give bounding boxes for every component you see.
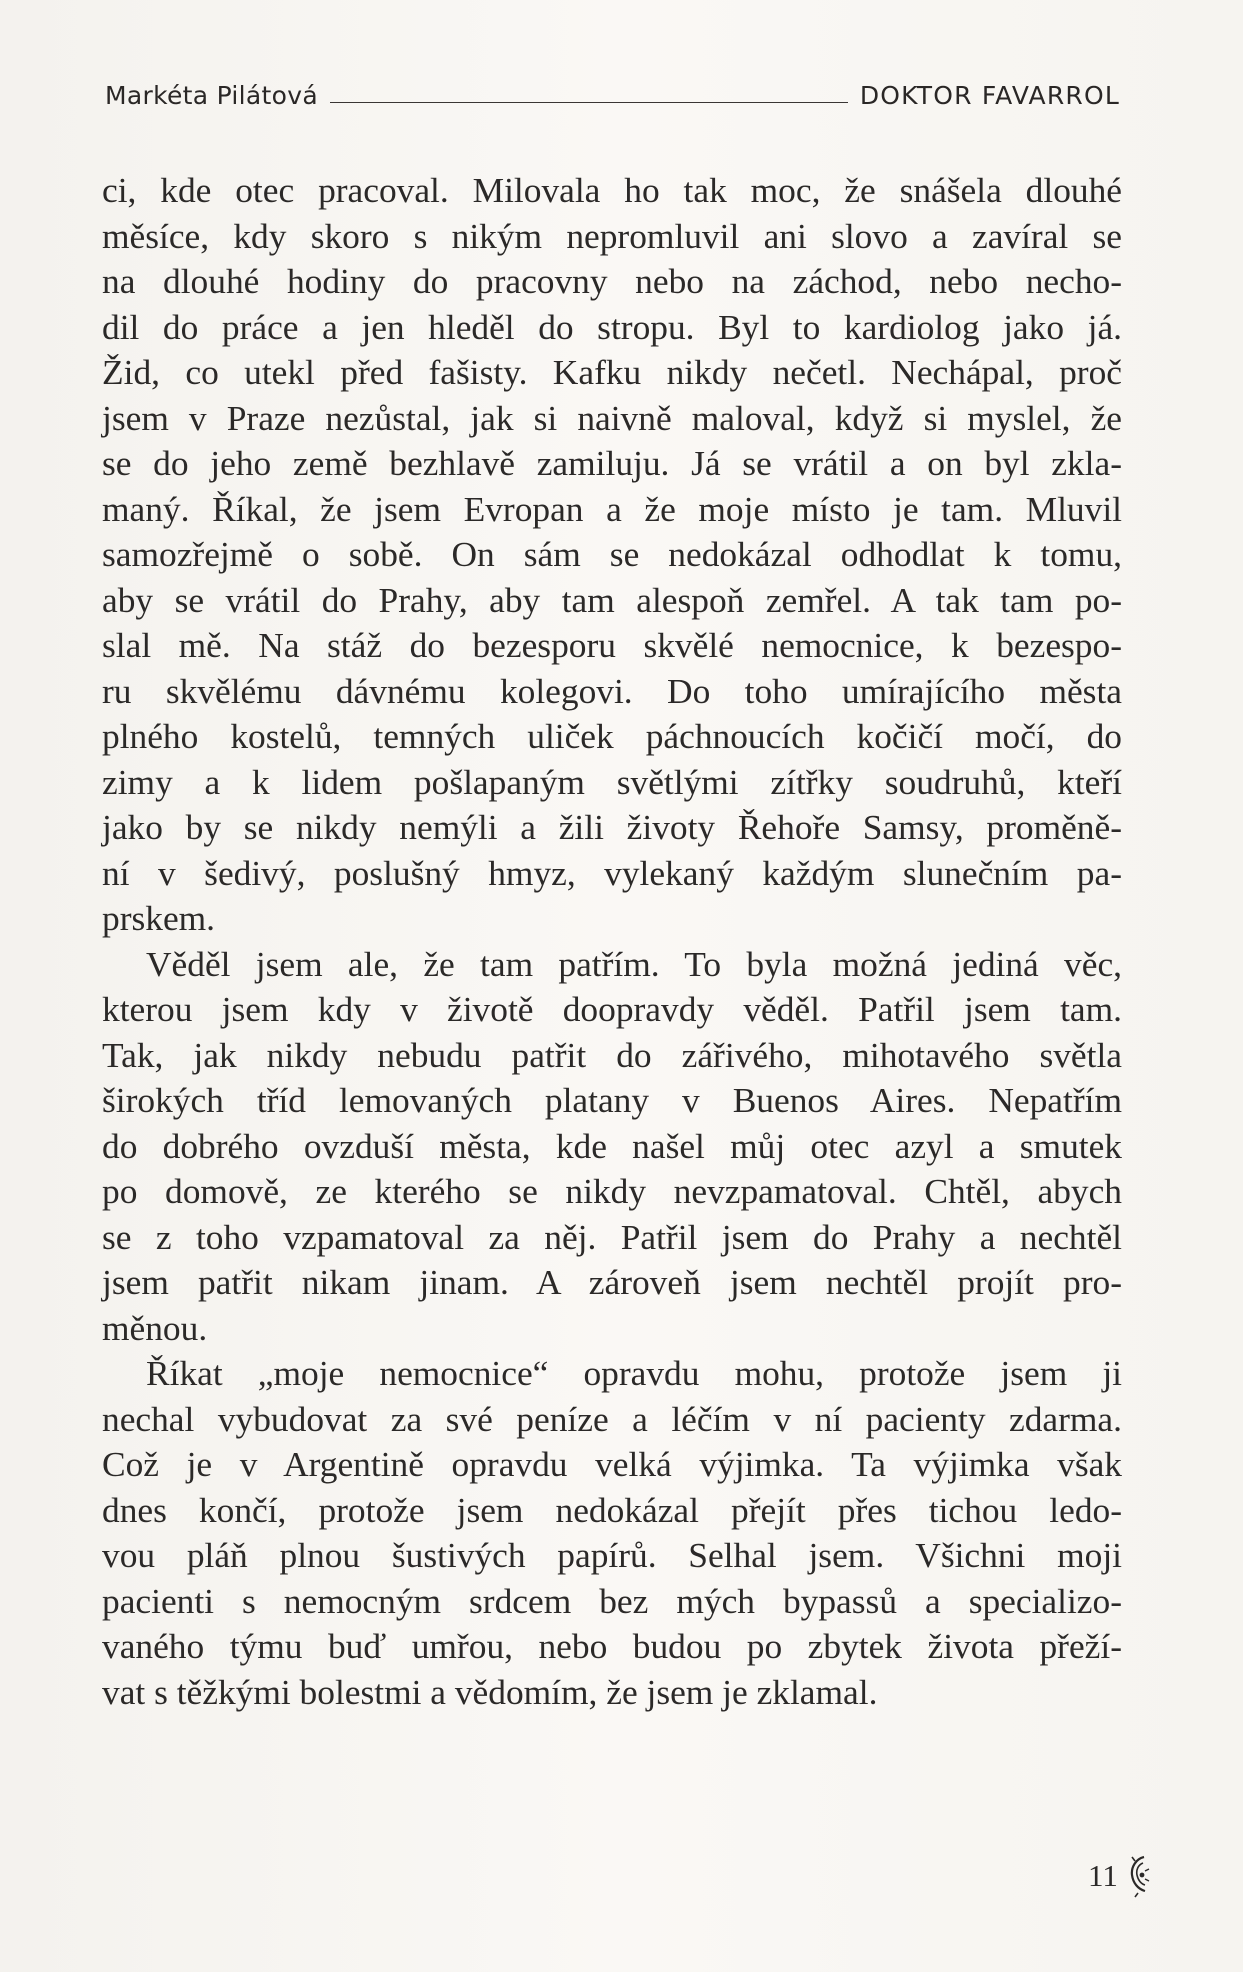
text-line: jako by se nikdy nemýli a žili životy Řehoře Samsy, proměně- (102, 807, 1122, 847)
publisher-logo-icon (1126, 1853, 1152, 1899)
text-line: ní v šedivý, poslušný hmyz, vylekaný každým slunečním pa- (102, 852, 1122, 893)
text-line: prskem. (102, 898, 216, 938)
text-line: do dobrého ovzduší města, kde našel můj otec azyl a smutek (102, 1125, 1122, 1166)
page-number: 11 (1088, 1858, 1118, 1893)
text-line: Žid, co utekl před fašisty. Kafku nikdy nečetl. Nechápal, proč (102, 352, 1122, 392)
text-line: jsem v Praze nezůstal, jak si naivně maloval, když si myslel, že (102, 397, 1122, 438)
text-line: ru skvělému dávnému kolegovi. Do toho umírajícího města (102, 670, 1122, 711)
text-line: měnou. (102, 1307, 208, 1348)
text-line: měsíce, kdy skoro s nikým nepromluvil ani slovo a zavíral se (102, 215, 1122, 256)
body-text (102, 168, 1122, 1715)
text-line: pacienti s nemocným srdcem bez mých bypassů a specializo- (102, 1580, 1122, 1621)
text-line: Což je v Argentině opravdu velká výjimka. Ta výjimka však (102, 1444, 1122, 1484)
text-line: dnes končí, protože jsem nedokázal přejít přes tichou ledo- (102, 1489, 1122, 1530)
text-line: jsem patřit nikam jinam. A zároveň jsem nechtěl projít pro- (102, 1262, 1122, 1302)
page-footer (1088, 1853, 1152, 1899)
text-line: Věděl jsem ale, že tam patřím. To byla možná jediná věc, (146, 943, 1122, 984)
text-line: se do jeho země bezhlavě zamiluju. Já se vrátil a on byl zkla- (102, 443, 1122, 483)
text-line: zimy a k lidem pošlapaným světlými zítřky soudruhů, kteří (102, 761, 1122, 802)
text-line: aby se vrátil do Prahy, aby tam alespoň zemřel. A tak tam po- (102, 579, 1122, 620)
text-line: širokých tříd lemovaných platany v Buenos Aires. Nepatřím (102, 1080, 1122, 1120)
text-line: ci, kde otec pracoval. Milovala ho tak moc, že snášela dlouhé (102, 170, 1122, 210)
text-line: vaného týmu buď umřou, nebo budou po zbytek života přeží- (102, 1626, 1122, 1666)
text-line: kterou jsem kdy v životě doopravdy věděl. Patřil jsem tam. (102, 989, 1122, 1029)
running-header-author: Markéta Pilátová (105, 81, 318, 110)
text-line: maný. Říkal, že jsem Evropan a že moje místo je tam. Mluvil (102, 488, 1122, 529)
text-line: Tak, jak nikdy nebudu patřit do zářivého, mihotavého světla (102, 1034, 1122, 1075)
text-line: na dlouhé hodiny do pracovny nebo na záchod, nebo necho- (102, 261, 1122, 301)
text-line: vat s těžkými bolestmi a vědomím, že jsem je zklamal. (102, 1671, 878, 1712)
text-line: dil do práce a jen hleděl do stropu. Byl to kardiolog jako já. (102, 306, 1122, 347)
text-line: se z toho vzpamatoval za něj. Patřil jsem do Prahy a nechtěl (102, 1216, 1122, 1257)
text-line: nechal vybudovat za své peníze a léčím v ní pacienty zdarma. (102, 1398, 1122, 1439)
text-line: po domově, ze kterého se nikdy nevzpamatoval. Chtěl, abych (102, 1171, 1122, 1211)
running-header (105, 70, 1120, 110)
text-line: vou pláň plnou šustivých papírů. Selhal jsem. Všichni moji (102, 1535, 1122, 1575)
header-rule (330, 102, 848, 103)
text-line: slal mě. Na stáž do bezesporu skvělé nemocnice, k bezespo- (102, 625, 1122, 665)
running-header-title: DOKTOR FAVARROL (859, 81, 1120, 110)
text-line: samozřejmě o sobě. On sám se nedokázal odhodlat k tomu, (102, 534, 1122, 574)
text-line: plného kostelů, temných uliček páchnoucích kočičí močí, do (102, 716, 1122, 756)
text-line: Říkat „moje nemocnice“ opravdu mohu, protože jsem ji (146, 1353, 1122, 1393)
